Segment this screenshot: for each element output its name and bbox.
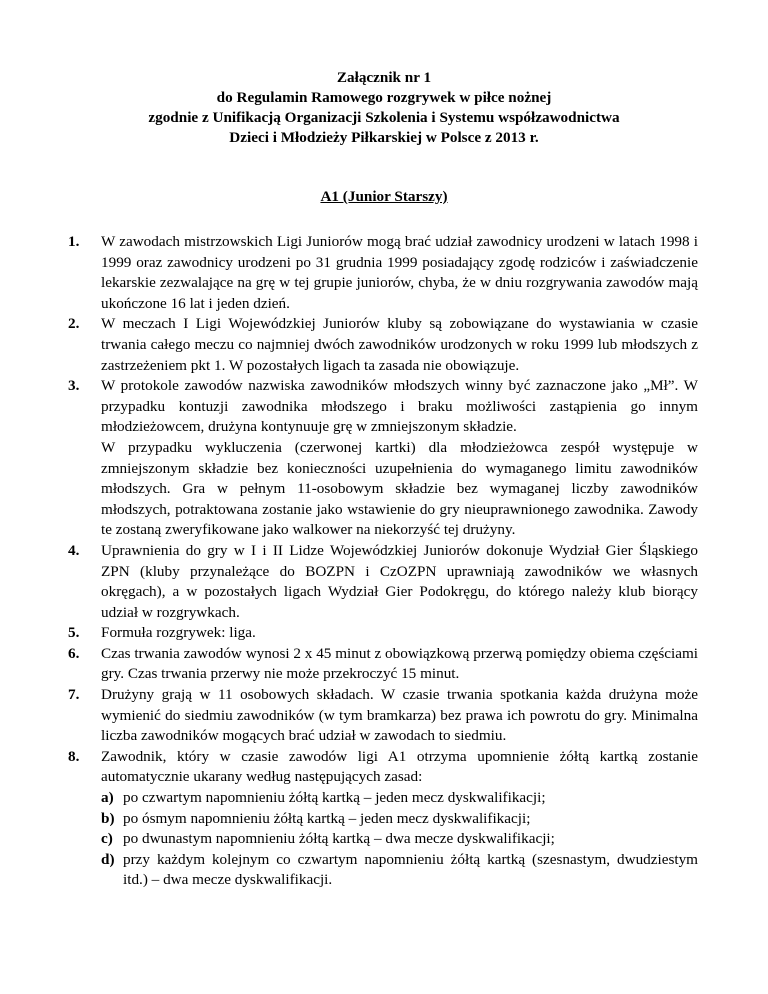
section-title: A1 (Junior Starszy) [320, 188, 448, 205]
item-number: 5. [68, 624, 80, 642]
sub-item [101, 809, 698, 830]
header-line: Załącznik nr 1 [336, 69, 432, 86]
sub-item-text: po czwartym napomnieniu żółtą kartką – jeden mecz dyskwalifikacji; [123, 789, 546, 807]
header-line: Dzieci i Młodzieży Piłkarskiej w Polsce z 2013 r. [229, 129, 539, 146]
sub-item [101, 850, 698, 891]
sub-item-letter: c) [101, 830, 113, 848]
header-line: do Regulamin Ramowego rozgrywek w piłce nożnej [216, 89, 552, 106]
item-number: 1. [68, 233, 80, 250]
list-item [68, 232, 698, 314]
item-text: Drużyny grają w 11 osobowych składach. W czasie trwania spotkania każda drużyna może wymienić do siedmiu zawodników (w tym bramkarza) bez prawa ich powrotu do gry. Minimalna liczba zawodników mogących brać udział w zawodach to siedmiu. [101, 686, 698, 745]
item-text: W protokole zawodów nazwiska zawodników młodszych winny być zaznaczone jako „Mł”. W przypadku kontuzji zawodnika młodszego i braku możliwości zastąpienia go innym młodzieżowcem, drużyna kontynuuje grę w zmniejszonym składzie. [101, 377, 698, 436]
item-text: Czas trwania zawodów wynosi 2 x 45 minut z obowiązkową przerwą pomiędzy obiema częściami gry. Czas trwania przerwy nie może przekroczyć 15 minut. [101, 644, 698, 683]
list-item [68, 314, 698, 376]
sub-item [101, 829, 698, 850]
item-text: W zawodach mistrzowskich Ligi Juniorów mogą brać udział zawodnicy urodzeni w latach 1998 i 1999 oraz zawodnicy urodzeni po 31 grudnia 1999 posiadający zgodę rodziców i zaświadczenie lekarskie zezwalające na grę w tej grupie juniorów, chyba, że w dniu rozgrywania zawodów mają ukończone 16 lat i jeden dzień. [101, 233, 698, 312]
item-text: Uprawnienia do gry w I i II Lidze Wojewódzkiej Juniorów dokonuje Wydział Gier Śląskiego ZPN (kluby przynależące do BOZPN i CzOZPN uprawniają zawodników we własnych okręgach), a w pozostałych ligach Wydział Gier Podokręgu, do którego należy klub biorący udział w rozgrywkach. [101, 541, 698, 621]
sub-item-letter: b) [101, 809, 115, 827]
item-text: Zawodnik, który w czasie zawodów ligi A1 otrzyma upomnienie żółtą kartką zostanie automatycznie ukarany według następujących zasad: [101, 747, 698, 786]
list-item [68, 685, 698, 747]
item-text: W przypadku wykluczenia (czerwonej kartki) dla młodzieżowca zespół występuje w zmniejszonym składzie bez konieczności uzupełnienia do wymaganego limitu zawodników młodszych. Gra w pełnym 11-osobowym składzie bez wymaganej liczby zawodników młodszych, potraktowana zostanie jako wstawienie do gry nieuprawnionego zawodnika. Zawody te zostaną zweryfikowane jako walkower na niekorzyść tej drużyny. [101, 438, 698, 539]
item-number: 2. [68, 315, 80, 333]
list-item [68, 623, 698, 644]
item-number: 6. [68, 644, 80, 662]
sub-item-text: przy każdym kolejnym co czwartym napomnieniu żółtą kartką (szesnastym, dwudziestym itd.) – dwa mecze dyskwalifikacji. [123, 850, 698, 889]
item-number: 3. [68, 377, 80, 395]
item-text: Formuła rozgrywek: liga. [101, 624, 256, 642]
sub-item-text: po dwunastym napomnieniu żółtą kartką – dwa mecze dyskwalifikacji; [123, 830, 555, 848]
sub-item-letter: d) [101, 850, 115, 868]
item-number: 8. [68, 747, 80, 765]
item-text: W meczach I Ligi Wojewódzkiej Juniorów kluby są zobowiązane do wystawiania w czasie trwania całego meczu co najmniej dwóch zawodników urodzonych w roku 1999 lub młodszych z zastrzeżeniem pkt 1. W pozostałych ligach ta zasada nie obowiązuje. [101, 315, 698, 374]
item-number: 4. [68, 541, 80, 559]
document-header [0, 68, 768, 148]
item-number: 7. [68, 686, 80, 704]
header-line: zgodnie z Unifikacją Organizacji Szkolenia i Systemu współzawodnictwa [148, 109, 620, 126]
sub-item [101, 788, 698, 809]
list-item [68, 747, 698, 891]
sub-item-letter: a) [101, 789, 114, 807]
rules-list [68, 232, 698, 891]
sub-item-text: po ósmym napomnieniu żółtą kartką – jeden mecz dyskwalifikacji; [123, 809, 531, 827]
list-item [68, 644, 698, 685]
list-item [68, 376, 698, 541]
list-item [68, 541, 698, 623]
